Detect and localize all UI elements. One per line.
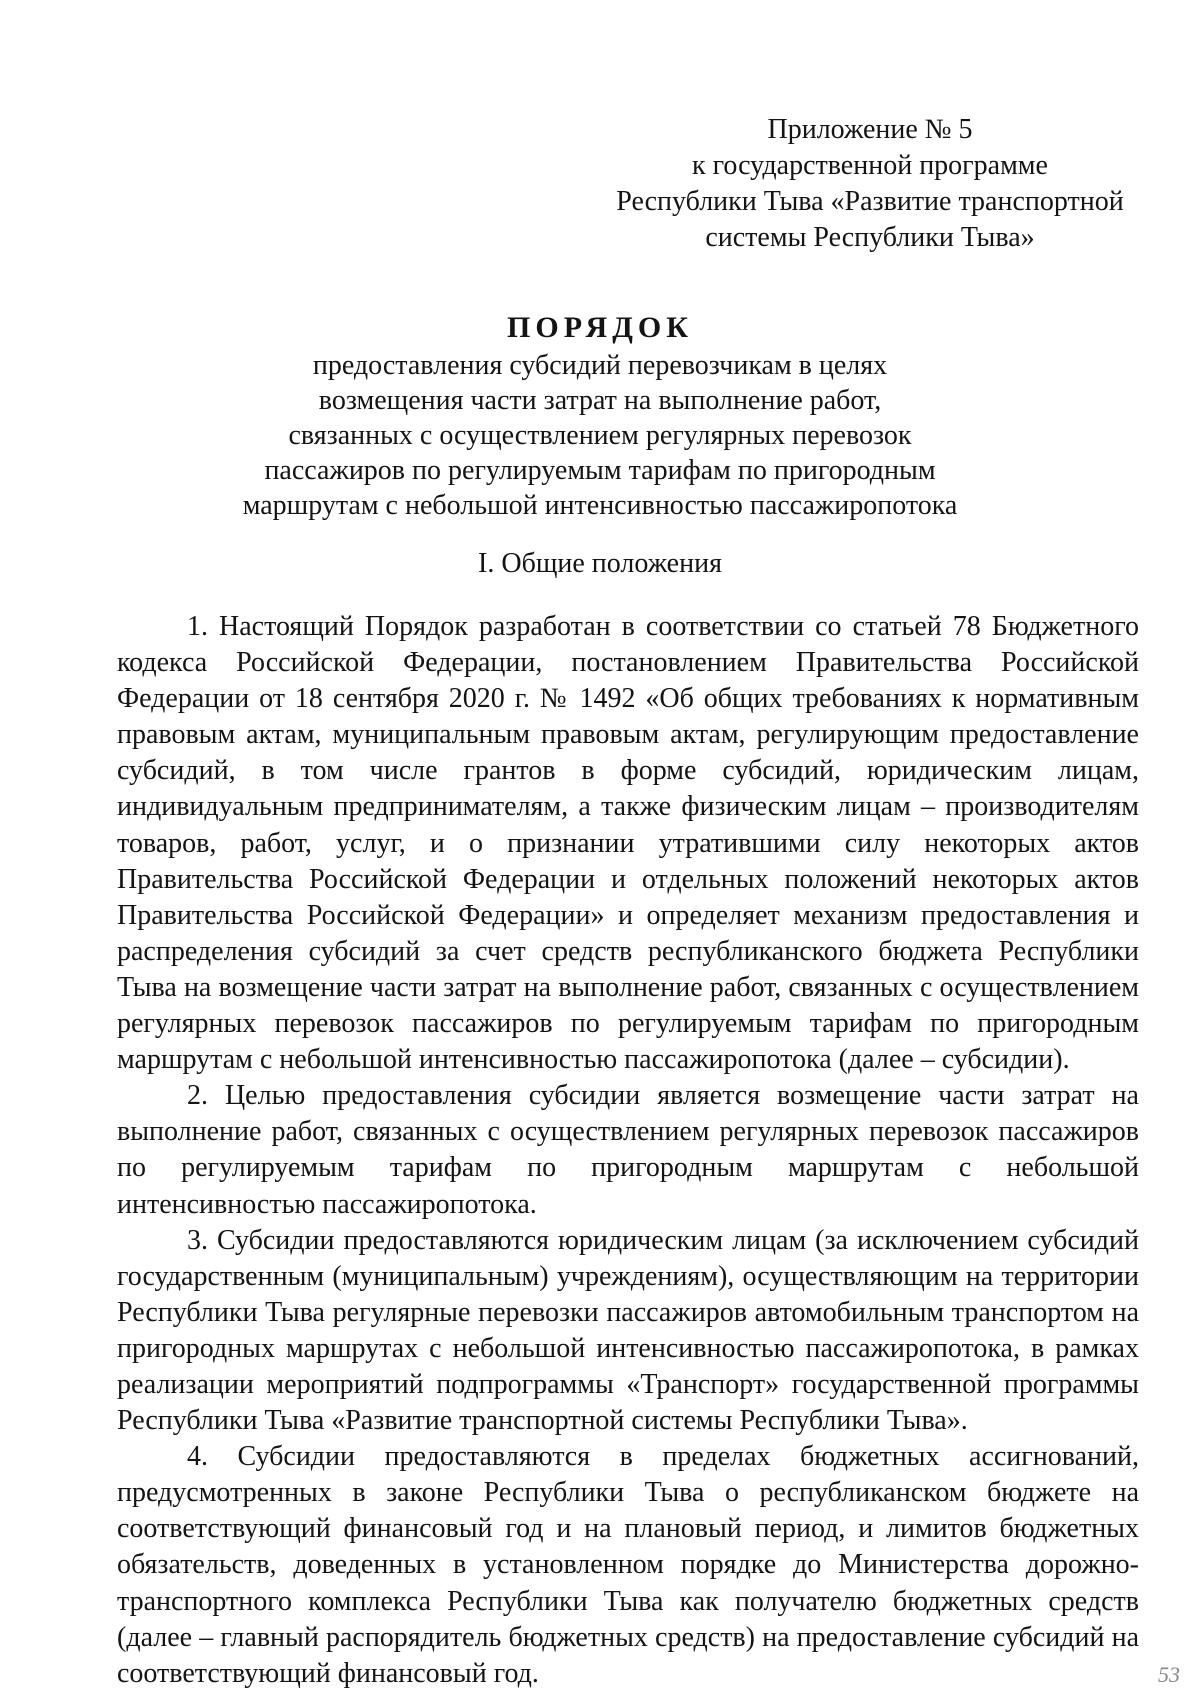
paragraph-2: 2. Целью предоставления субсидии является возмещение части затрат на выполнение работ, связанных с осуществлением регулярных перевозок пассажиров по регулируемым тарифам по пригородным маршрутам с небольшой интенсивностью пассажиропотока. — [117, 1080, 1139, 1220]
paragraph-4: 4. Субсидии предоставляются в пределах бюджетных ассигнований, предусмотренных в законе Республики Тыва о республиканском бюджете на соответствующий финансовый год и на плановый период, и лимитов бюджетных обязательств, доведенных в установленном порядке до Министерства дорожно-транспортного комплекса Республики Тыва как получателю бюджетных средств (далее – главный распорядитель бюджетных средств) на предоставление субсидий на соответствующий финансовый год. — [117, 1441, 1139, 1689]
paragraph-3: 3. Субсидии предоставляются юридическим лицам (за исключением субсидий государственным (муниципальным) учреждениям), осуществляющим на территории Республики Тыва регулярные перевозки пассажиров автомобильным транспортом на пригородных маршрутах с небольшой интенсивностью пассажиропотока, в рамках реализации мероприятий подпрограммы «Транспорт» государственной программы Республики Тыва «Развитие транспортной системы Республики Тыва». — [117, 1224, 1139, 1437]
subtitle-line: предоставления субсидий перевозчикам в целях — [312, 350, 888, 381]
appendix-reference — [600, 112, 1140, 256]
subtitle-line: пассажиров по регулируемым тарифам по пригородным — [264, 455, 936, 486]
subtitle-line: маршрутам с небольшой интенсивностью пассажиропотока — [242, 490, 958, 521]
document-subtitle — [150, 348, 1050, 523]
document-title: ПОРЯДОК — [507, 311, 693, 344]
appendix-line: Приложение № 5 — [767, 114, 973, 145]
subtitle-line: связанных с осуществлением регулярных перевозок — [288, 420, 912, 451]
appendix-line: системы Республики Тыва» — [705, 222, 1035, 253]
appendix-line: к государственной программе — [692, 150, 1048, 181]
section-heading: I. Общие положения — [478, 548, 722, 579]
document-body — [117, 609, 1139, 1692]
title-block — [150, 308, 1050, 523]
page-number: 53 — [1158, 1662, 1180, 1687]
appendix-line: Республики Тыва «Развитие транспортной — [616, 186, 1124, 217]
paragraph-1: 1. Настоящий Порядок разработан в соответствии со статьей 78 Бюджетного кодекса Российской Федерации, постановлением Правительства Российской Федерации от 18 сентября 2020 г. № 1492 «Об общих требованиях к нормативным правовым актам, муниципальным правовым актам, регулирующим предоставление субсидий, в том числе грантов в форме субсидий, юридическим лицам, индивидуальным предпринимателям, а также физическим лицам – производителям товаров, работ, услуг, и о признании утратившими силу некоторых актов Правительства Российской Федерации и отдельных положений некоторых актов Правительства Российской Федерации» и определяет механизм предоставления и распределения субсидий за счет средств республиканского бюджета Республики Тыва на возмещение части затрат на выполнение работ, связанных с осуществлением регулярных перевозок пассажиров по регулируемым тарифам по пригородным маршрутам с небольшой интенсивностью пассажиропотока (далее – субсидии). — [117, 611, 1139, 1076]
subtitle-line: возмещения части затрат на выполнение работ, — [318, 385, 882, 416]
